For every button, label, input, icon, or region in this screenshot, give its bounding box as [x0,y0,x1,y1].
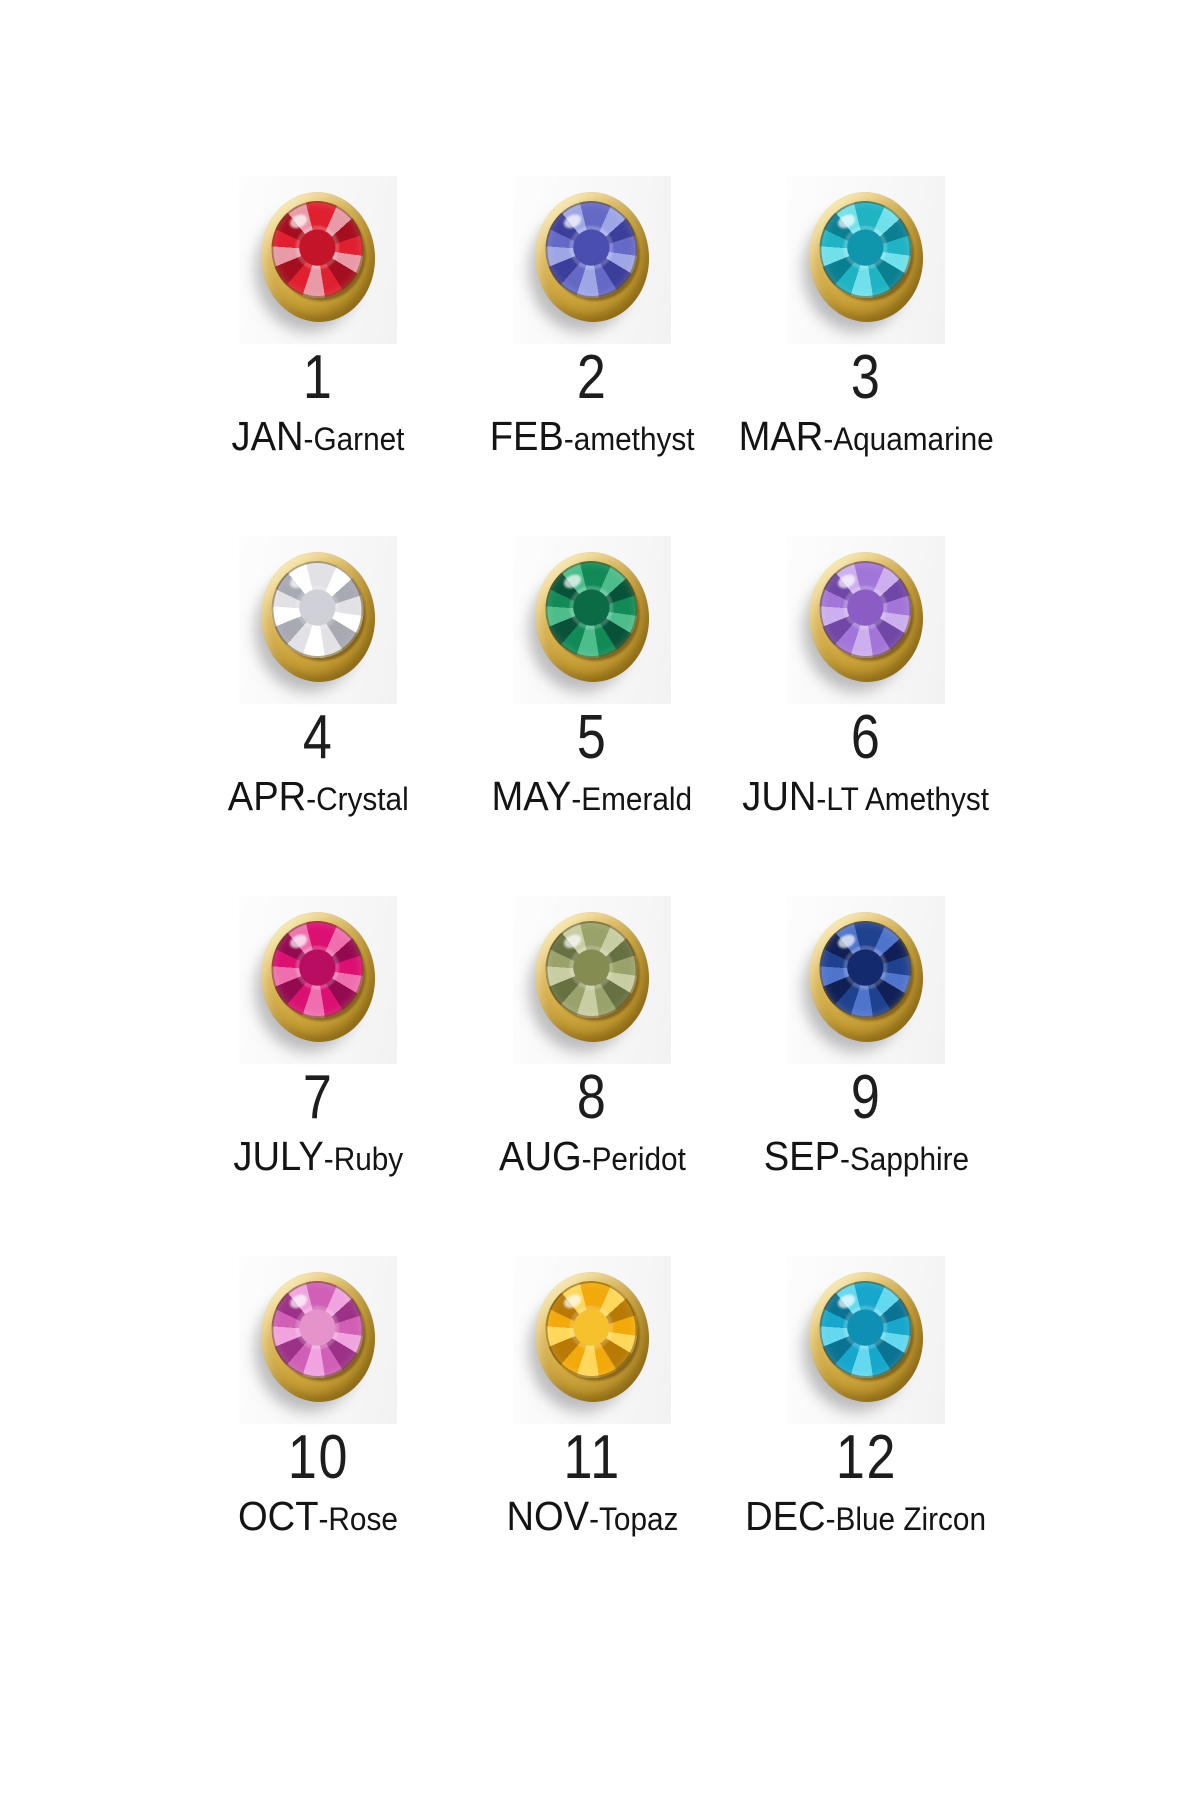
gem-name: Peridot [591,1141,686,1177]
stud-photo [513,1256,671,1424]
month-abbrev: NOV [506,1493,589,1539]
label-separator: - [318,1501,329,1537]
gem-name: Crystal [315,781,409,817]
month-gem-label [763,1132,968,1180]
birthstone-cell-may [455,536,729,896]
month-abbrev: JULY [233,1133,324,1179]
month-abbrev: MAY [491,773,572,819]
month-abbrev: FEB [489,413,564,459]
gem-name: Rose [328,1501,398,1537]
month-number: 3 [850,343,882,412]
gold-stud [257,908,380,1046]
gem-stone [268,198,367,301]
gem-name: Emerald [581,781,693,817]
gold-stud [805,548,928,686]
gem-name: Sapphire [849,1141,969,1177]
stud-photo [787,176,945,344]
gem-stone [816,918,915,1021]
stud-photo [239,536,397,704]
stud-photo [513,536,671,704]
month-gem-label [499,1132,686,1180]
birthstone-cell-sep [729,896,1003,1256]
stud-photo [513,176,671,344]
month-gem-label [743,772,990,820]
birthstone-cell-aug [455,896,729,1256]
gold-stud [531,1268,654,1406]
month-gem-label [238,1492,398,1540]
label-separator: - [588,1501,599,1537]
birthstone-cell-mar [729,176,1003,536]
label-separator: - [563,421,574,457]
gold-stud [257,188,380,326]
birthstone-cell-jan [181,176,455,536]
gem-name: Topaz [598,1501,678,1537]
month-number: 4 [302,703,334,772]
month-gem-label [746,1492,987,1540]
birthstone-cell-oct [181,1256,455,1616]
month-number: 1 [302,343,334,412]
stud-photo [239,176,397,344]
gold-stud [805,188,928,326]
gem-stone [816,558,915,661]
birthstone-cell-jun [729,536,1003,896]
stud-photo [513,896,671,1064]
gold-stud [531,548,654,686]
gold-stud [531,908,654,1046]
gold-stud [805,908,928,1046]
label-separator: - [305,781,316,817]
stud-photo [239,1256,397,1424]
gem-stone [542,1278,641,1381]
birthstone-cell-nov [455,1256,729,1616]
stud-photo [239,896,397,1064]
month-abbrev: JUN [742,773,817,819]
label-separator: - [839,1141,850,1177]
gem-stone [542,918,641,1021]
stud-photo [787,1256,945,1424]
gem-name: Blue Zircon [835,1501,987,1537]
birthstone-cell-apr [181,536,455,896]
gem-name: Ruby [333,1141,403,1177]
gem-stone [542,558,641,661]
month-abbrev: MAR [738,413,824,459]
label-separator: - [826,1501,836,1537]
label-separator: - [303,421,314,457]
month-number: 11 [563,1423,621,1492]
stud-photo [787,896,945,1064]
month-gem-label [738,412,993,460]
gem-stone [816,1278,915,1381]
gold-stud [257,548,380,686]
month-gem-label [490,412,695,460]
gem-stone [542,198,641,301]
gem-name: LT Amethyst [826,781,990,817]
month-number: 10 [287,1423,349,1492]
birthstone-cell-feb [455,176,729,536]
gold-stud [805,1268,928,1406]
month-abbrev: APR [227,773,306,819]
month-abbrev: DEC [745,1493,827,1539]
gem-stone [268,558,367,661]
gem-stone [816,198,915,301]
month-abbrev: OCT [238,1493,319,1539]
month-abbrev: JAN [231,413,304,459]
month-gem-label [233,1132,403,1180]
month-abbrev: SEP [763,1133,840,1179]
gem-name: amethyst [573,421,695,457]
month-number: 12 [835,1423,897,1492]
month-number: 8 [576,1063,608,1132]
gem-stone [268,1278,367,1381]
month-gem-label [492,772,693,820]
label-separator: - [816,781,827,817]
gem-name: Aquamarine [833,421,994,457]
birthstone-cell-jul [181,896,455,1256]
gem-name: Garnet [313,421,405,457]
month-gem-label [228,772,409,820]
label-separator: - [571,781,582,817]
gem-stone [268,918,367,1021]
month-number: 5 [576,703,608,772]
label-separator: - [323,1141,334,1177]
month-number: 2 [576,343,608,412]
month-gem-label [506,1492,678,1540]
birthstone-grid [181,176,1003,1616]
month-abbrev: AUG [498,1133,582,1179]
gold-stud [531,188,654,326]
birthstone-cell-dec [729,1256,1003,1616]
label-separator: - [581,1141,592,1177]
month-gem-label [232,412,405,460]
label-separator: - [823,421,834,457]
month-number: 9 [850,1063,882,1132]
month-number: 6 [850,703,882,772]
month-number: 7 [302,1063,334,1132]
stud-photo [787,536,945,704]
gold-stud [257,1268,380,1406]
